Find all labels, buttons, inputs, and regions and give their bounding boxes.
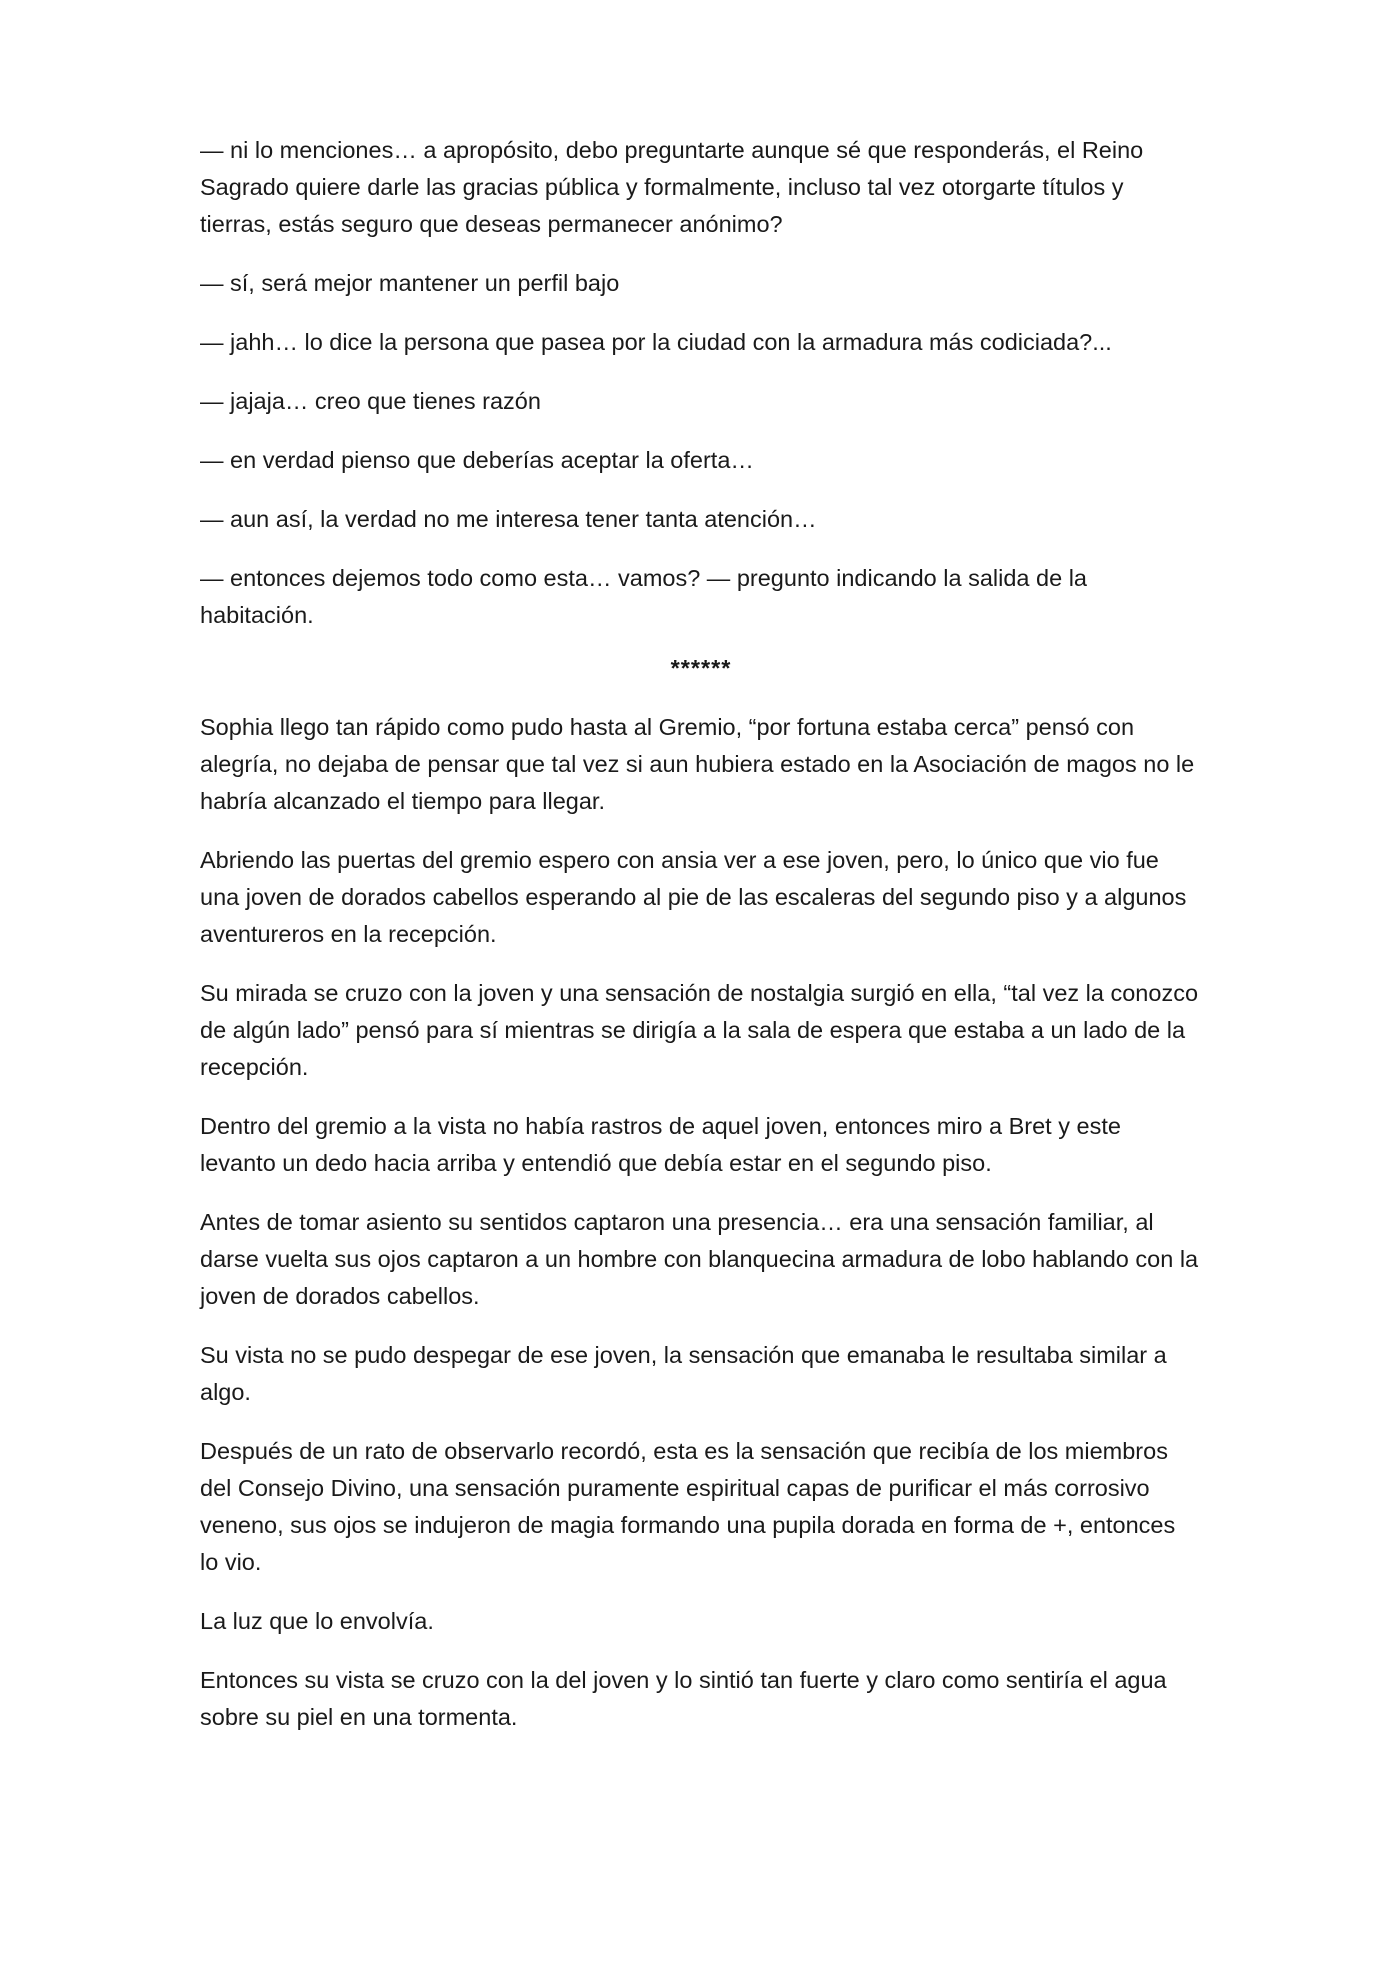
narrative-paragraph: Antes de tomar asiento su sentidos captaron una presencia… era una sensación familiar, al darse vuelta sus ojos captaron a un hombre con blanquecina armadura de lobo hablando con la joven de dorados cabellos.	[200, 1209, 1199, 1309]
dialogue-line: — ni lo menciones… a apropósito, debo preguntarte aunque sé que responderás, el Reino Sagrado quiere darle las gracias pública y formalmente, incluso tal vez otorgarte títulos y tierras, estás seguro que deseas permanecer anónimo?	[200, 137, 1144, 237]
dialogue-line: — aun así, la verdad no me interesa tener tanta atención…	[200, 506, 817, 532]
narrative-paragraph: Entonces su vista se cruzo con la del joven y lo sintió tan fuerte y claro como sentiría el agua sobre su piel en una tormenta.	[200, 1667, 1167, 1730]
narrative-paragraph: Después de un rato de observarlo recordó, esta es la sensación que recibía de los miembros del Consejo Divino, una sensación puramente espiritual capas de purificar el más corrosivo veneno, sus ojos se indujeron de magia formando una pupila dorada en forma de +, entonces lo vio.	[200, 1438, 1176, 1575]
narrative-paragraph: La luz que lo envolvía.	[200, 1608, 434, 1634]
narrative-paragraph: Dentro del gremio a la vista no había rastros de aquel joven, entonces miro a Bret y este levanto un dedo hacia arriba y entendió que debía estar en el segundo piso.	[200, 1113, 1121, 1176]
narrative-paragraph: Su vista no se pudo despegar de ese joven, la sensación que emanaba le resultaba similar a algo.	[200, 1342, 1167, 1405]
body-text	[200, 132, 1200, 1758]
narrative-paragraph: Su mirada se cruzo con la joven y una sensación de nostalgia surgió en ella, “tal vez la conozco de algún lado” pensó para sí mientras se dirigía a la sala de espera que estaba a un lado de la recepción.	[200, 980, 1199, 1080]
dialogue-line: — en verdad pienso que deberías aceptar la oferta…	[200, 447, 754, 473]
narrative-paragraph: Abriendo las puertas del gremio espero con ansia ver a ese joven, pero, lo único que vio fue una joven de dorados cabellos esperando al pie de las escaleras del segundo piso y a algunos aventureros en la recepción.	[200, 847, 1187, 947]
narrative-paragraph: Sophia llego tan rápido como pudo hasta al Gremio, “por fortuna estaba cerca” pensó con alegría, no dejaba de pensar que tal vez si aun hubiera estado en la Asociación de magos no le habría alcanzado el tiempo para llegar.	[200, 714, 1195, 814]
dialogue-line: — entonces dejemos todo como esta… vamos? — pregunto indicando la salida de la habitación.	[200, 565, 1087, 628]
dialogue-line: — jajaja… creo que tienes razón	[200, 388, 541, 414]
scene-separator: ******	[670, 655, 732, 681]
dialogue-line: — sí, será mejor mantener un perfil bajo	[200, 270, 620, 296]
dialogue-line: — jahh… lo dice la persona que pasea por la ciudad con la armadura más codiciada?...	[200, 329, 1112, 355]
